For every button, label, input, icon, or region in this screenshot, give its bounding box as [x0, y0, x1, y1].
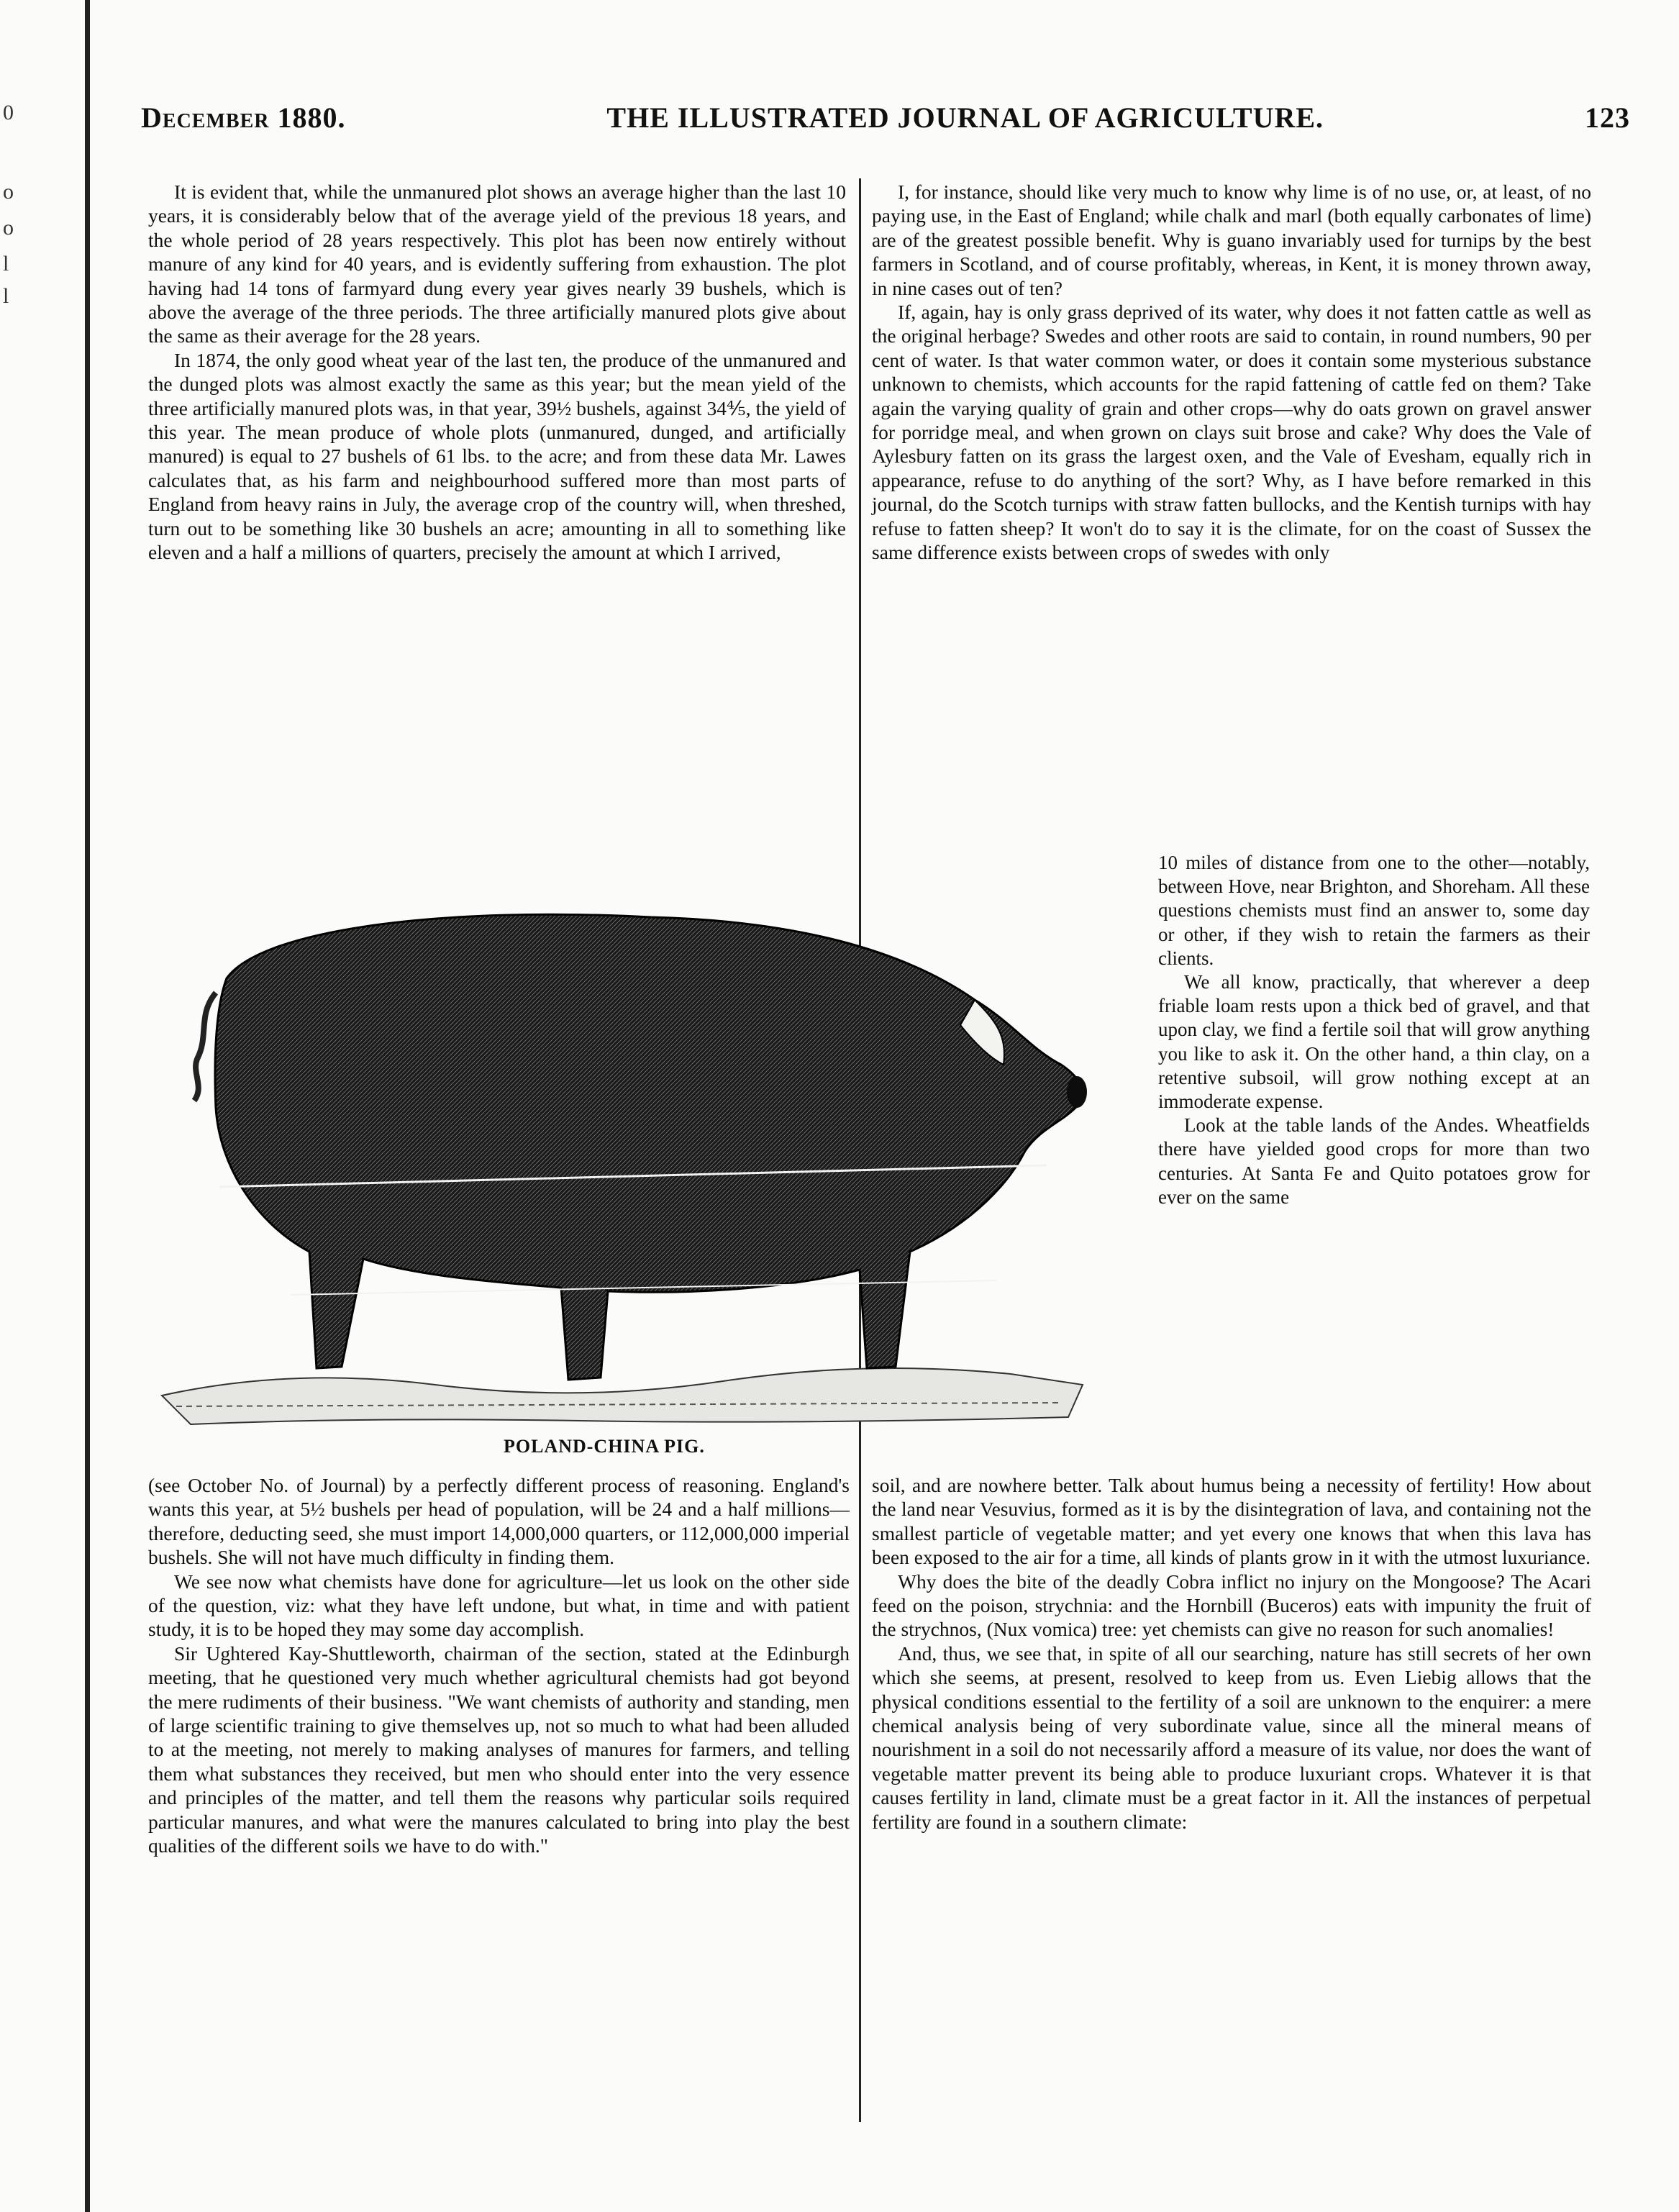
header-date: December 1880.: [141, 101, 346, 134]
poland-china-pig-illustration: [147, 849, 1155, 1439]
margin-mark: o: [3, 180, 14, 204]
page-edge-rule: [85, 0, 90, 2212]
paragraph: (see October No. of Journal) by a perfectly different process of reasoning. England's wants this year, at 5½ bushels per head of population, will be 24 and a half millions—therefore, deducting seed, she must import 14,000,000 quarters, or 112,000,000 imperial bushels. She will not have much difficulty in finding them.: [148, 1474, 850, 1569]
left-column-bottom: [148, 1473, 850, 1858]
page-number: 123: [1585, 101, 1630, 134]
paragraph: It is evident that, while the unmanured plot shows an average higher than the last 10 years, it is considerably below that of the average yield of the previous 18 years, and the whole period of 28 years respectively. This plot has been now entirely without manure of any kind for 40 years, and is evidently suffering from exhaustion. The plot having had 14 tons of farmyard dung every year gives nearly 39 bushels, which is above the average of the three periods. The three artificially manured plots give about the same as their average for the 28 years.: [148, 181, 846, 347]
left-column-top: [148, 180, 846, 565]
paragraph: If, again, hay is only grass deprived of its water, why does it not fatten cattle as well as the original herbage? Swedes and other roots are said to contain, in round numbers, 90 per cent of water. Is that water common water, or does it contain some mysterious substance unknown to chemists, which accounts for the rapid fattening of cattle fed on them? Take again the varying quality of grain and other crops—why do oats grown on gravel answer for porridge meal, and when grown on clays suit brose and cake? Why does the Vale of Aylesbury fatten on its grass the largest oxen, and the Vale of Evesham, equally rich in appearance, refuse to do anything of the sort? Why, as I have before remarked in this journal, do the Scotch turnips with straw fatten bullocks, and the Kentish turnips with hay refuse to fatten sheep? It won't do to say it is the climate, for on the coast of Sussex the same difference exists between crops of swedes with only: [872, 301, 1591, 564]
column-rule-lower: [859, 1475, 861, 2122]
right-column-bottom: [872, 1473, 1591, 1834]
paragraph: Sir Ughtered Kay-Shuttleworth, chairman of the section, stated at the Edinburgh meeting, that he questioned very much whether agricultural chemists had got beyond the mere rudiments of their business. "We want chemists of authority and standing, men of large scientific training to give themselves up, not so much to what had been alluded to at the meeting, not merely to making analyses of manures for farmers, and telling them what substances they received, but men who should enter into the very essence and principles of the matter, and tell them the reasons why particular soils required particular manures, and what were the manures calculated to bring into play the best qualities of the different soils we have to do with.": [148, 1642, 850, 1857]
paragraph: I, for instance, should like very much to know why lime is of no use, or, at least, of no paying use, in the East of England; while chalk and marl (both equally carbonates of lime) are of the greatest possible benefit. Why is guano invariably used for turnips by the best farmers in Scotland, and of course profitably, whereas, in Kent, it is money thrown away, in nine cases out of ten?: [872, 181, 1591, 299]
margin-mark: l: [3, 284, 9, 308]
illustration-caption: POLAND-CHINA PIG.: [504, 1436, 705, 1457]
journal-title: THE ILLUSTRATED JOURNAL OF AGRICULTURE.: [606, 101, 1324, 134]
paragraph: In 1874, the only good wheat year of the last ten, the produce of the unmanured and the dunged plots was almost exactly the same as this year; but the mean yield of the three artificially manured plots was, in that year, 39½ bushels, against 34⅘, the yield of this year. The mean produce of whole plots (unmanured, dunged, and artificially manured) is equal to 27 bushels of 61 lbs. to the acre; and from these data Mr. Lawes calculates that, as his farm and neighbourhood suffered more than most parts of England from heavy rains in July, the average crop of the country will, when threshed, turn out to be something like 30 bushels an acre; amounting in all to something like eleven and a half a millions of quarters, precisely the amount at which I arrived,: [148, 348, 846, 564]
paragraph: Why does the bite of the deadly Cobra inflict no injury on the Mongoose? The Acari feed on the poison, strychnia: and the Hornbill (Buceros) eats with impunity the fruit of the strychnos, (Nux vomica) tree: yet chemists can give no reason for such anomalies!: [872, 1570, 1591, 1641]
paragraph: soil, and are nowhere better. Talk about humus being a necessity of fertility! How about the land near Vesuvius, formed as it is by the disintegration of lava, and containing not the smallest particle of vegetable matter; and yet every one knows that when this lava has been exposed to the air for a time, all kinds of plants grow in it with the utmost luxuriance.: [872, 1474, 1591, 1569]
paragraph: We all know, practically, that wherever a deep friable loam rests upon a thick bed of gravel, and that upon clay, we find a fertile soil that will grow anything you like to ask it. On the other hand, a thin clay, on a retentive subsoil, will grow nothing except at an immoderate expense.: [1158, 971, 1590, 1113]
paragraph: Look at the table lands of the Andes. Wheatfields there have yielded good crops for more than two centuries. At Santa Fe and Quito potatoes grow for ever on the same: [1158, 1114, 1590, 1208]
paragraph: We see now what chemists have done for agriculture—let us look on the other side of the question, viz: what they have left undone, but what, in time and with patient study, it is to be hoped they may some day accomplish.: [148, 1570, 850, 1641]
running-header: [141, 101, 1630, 144]
margin-mark: l: [3, 252, 9, 276]
margin-mark: 0: [3, 101, 14, 124]
right-column-top: [872, 180, 1591, 565]
paragraph: And, thus, we see that, in spite of all our searching, nature has still secrets of her own which she seems, at present, resolved to keep from us. Even Liebig allows that the physical conditions essential to the fertility of a soil are unknown to the enquirer: a mere chemical analysis being of very subordinate value, since all the mineral means of nourishment in a soil do not necessarily afford a measure of its value, nor does the want of vegetable matter prevent its being able to produce luxuriant crops. Whatever it is that causes fertility in land, climate must be a great factor in it. All the instances of perpetual fertility are found in a southern climate:: [872, 1642, 1591, 1833]
margin-mark: o: [3, 216, 14, 240]
right-column-narrow: [1158, 851, 1590, 1209]
paragraph: 10 miles of distance from one to the other—notably, between Hove, near Brighton, and Shoreham. All these questions chemists must find an answer to, some day or other, if they wish to retain the farmers as their clients.: [1158, 852, 1590, 969]
